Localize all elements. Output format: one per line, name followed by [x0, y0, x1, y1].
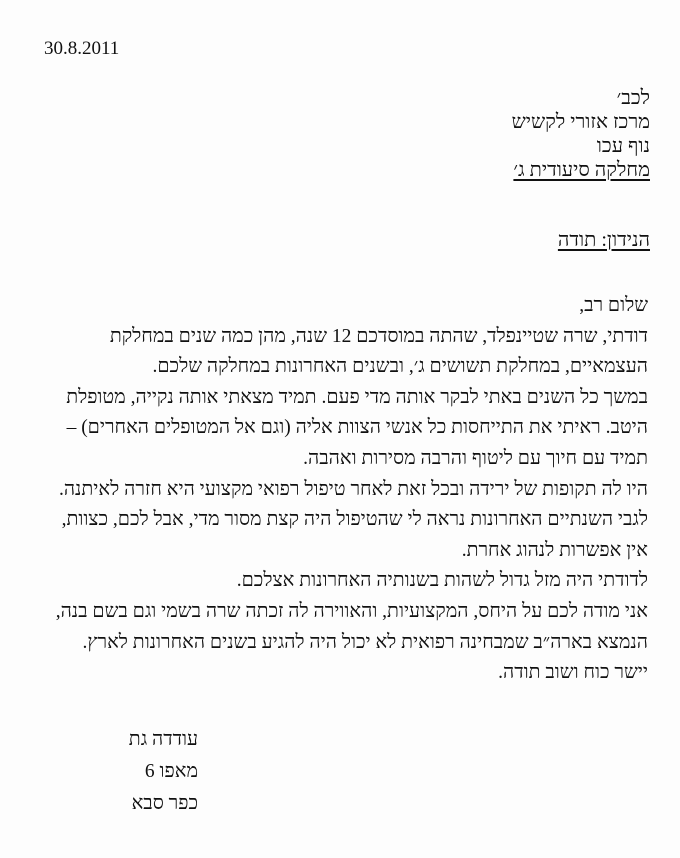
signature-name: עודדה גת	[128, 729, 198, 750]
addressee-org: מרכז אזורי לקשיש	[511, 111, 650, 133]
addressee-city: נוף עכו	[596, 135, 650, 157]
body-line: תמיד עם חיוך עם ליטוף והרבה מסירות ואהבה.	[303, 447, 648, 469]
addressee-block	[512, 86, 650, 182]
letter-subject: הנידון: תודה	[557, 229, 650, 251]
addressee-to: לכב׳	[616, 87, 650, 109]
letter-body	[38, 291, 648, 689]
signature-city: כפר סבא	[131, 793, 198, 814]
body-line: היטב. ראיתי את התייחסות כל אנשי הצוות אליה (וגם אל המטופלים האחרים) –	[66, 417, 648, 439]
body-line: הנמצא בארה״ב שמבחינה רפואית לא יכול היה להגיע בשנים האחרונות לארץ.	[82, 631, 648, 653]
body-line: אני מודה לכם על היחס, המקצועיות, והאווירה לה זכתה שרה בשמי וגם בשם בנה,	[55, 600, 648, 622]
body-line: דודתי, שרה שטיינפלד, שהתה במוסדכם 12 שנה, מהן כמה שנים במחלקת	[109, 325, 648, 347]
body-line: היו לה תקופות של ירידה ובכל זאת לאחר טיפול רפואי מקצועי היא חזרה לאיתנה.	[58, 478, 648, 500]
body-line: במשך כל השנים באתי לבקר אותה מדי פעם. תמיד מצאתי אותה נקייה, מטופלת	[66, 386, 648, 408]
body-line: שלום רב,	[579, 295, 648, 316]
body-line: יישר כוח ושוב תודה.	[498, 662, 648, 684]
body-line: לגבי השנתיים האחרונות נראה לי שהטיפול היה קצת מסור מדי, אבל לכם, כצוות,	[61, 509, 648, 531]
body-line: אין אפשרות לנהוג אחרת.	[461, 539, 648, 561]
body-line: העצמאיים, במחלקת תשושים ג׳, ובשנים האחרונות במחלקה שלכם.	[152, 356, 648, 378]
signature-block	[98, 724, 198, 820]
letter-date: 30.8.2011	[44, 38, 120, 59]
body-line: לדודתי היה מזל גדול לשהות בשנותיה האחרונות אצלכם.	[236, 570, 648, 592]
addressee-department: מחלקה סיעודית ג׳	[513, 159, 650, 181]
signature-street: מאפו 6	[144, 761, 198, 782]
